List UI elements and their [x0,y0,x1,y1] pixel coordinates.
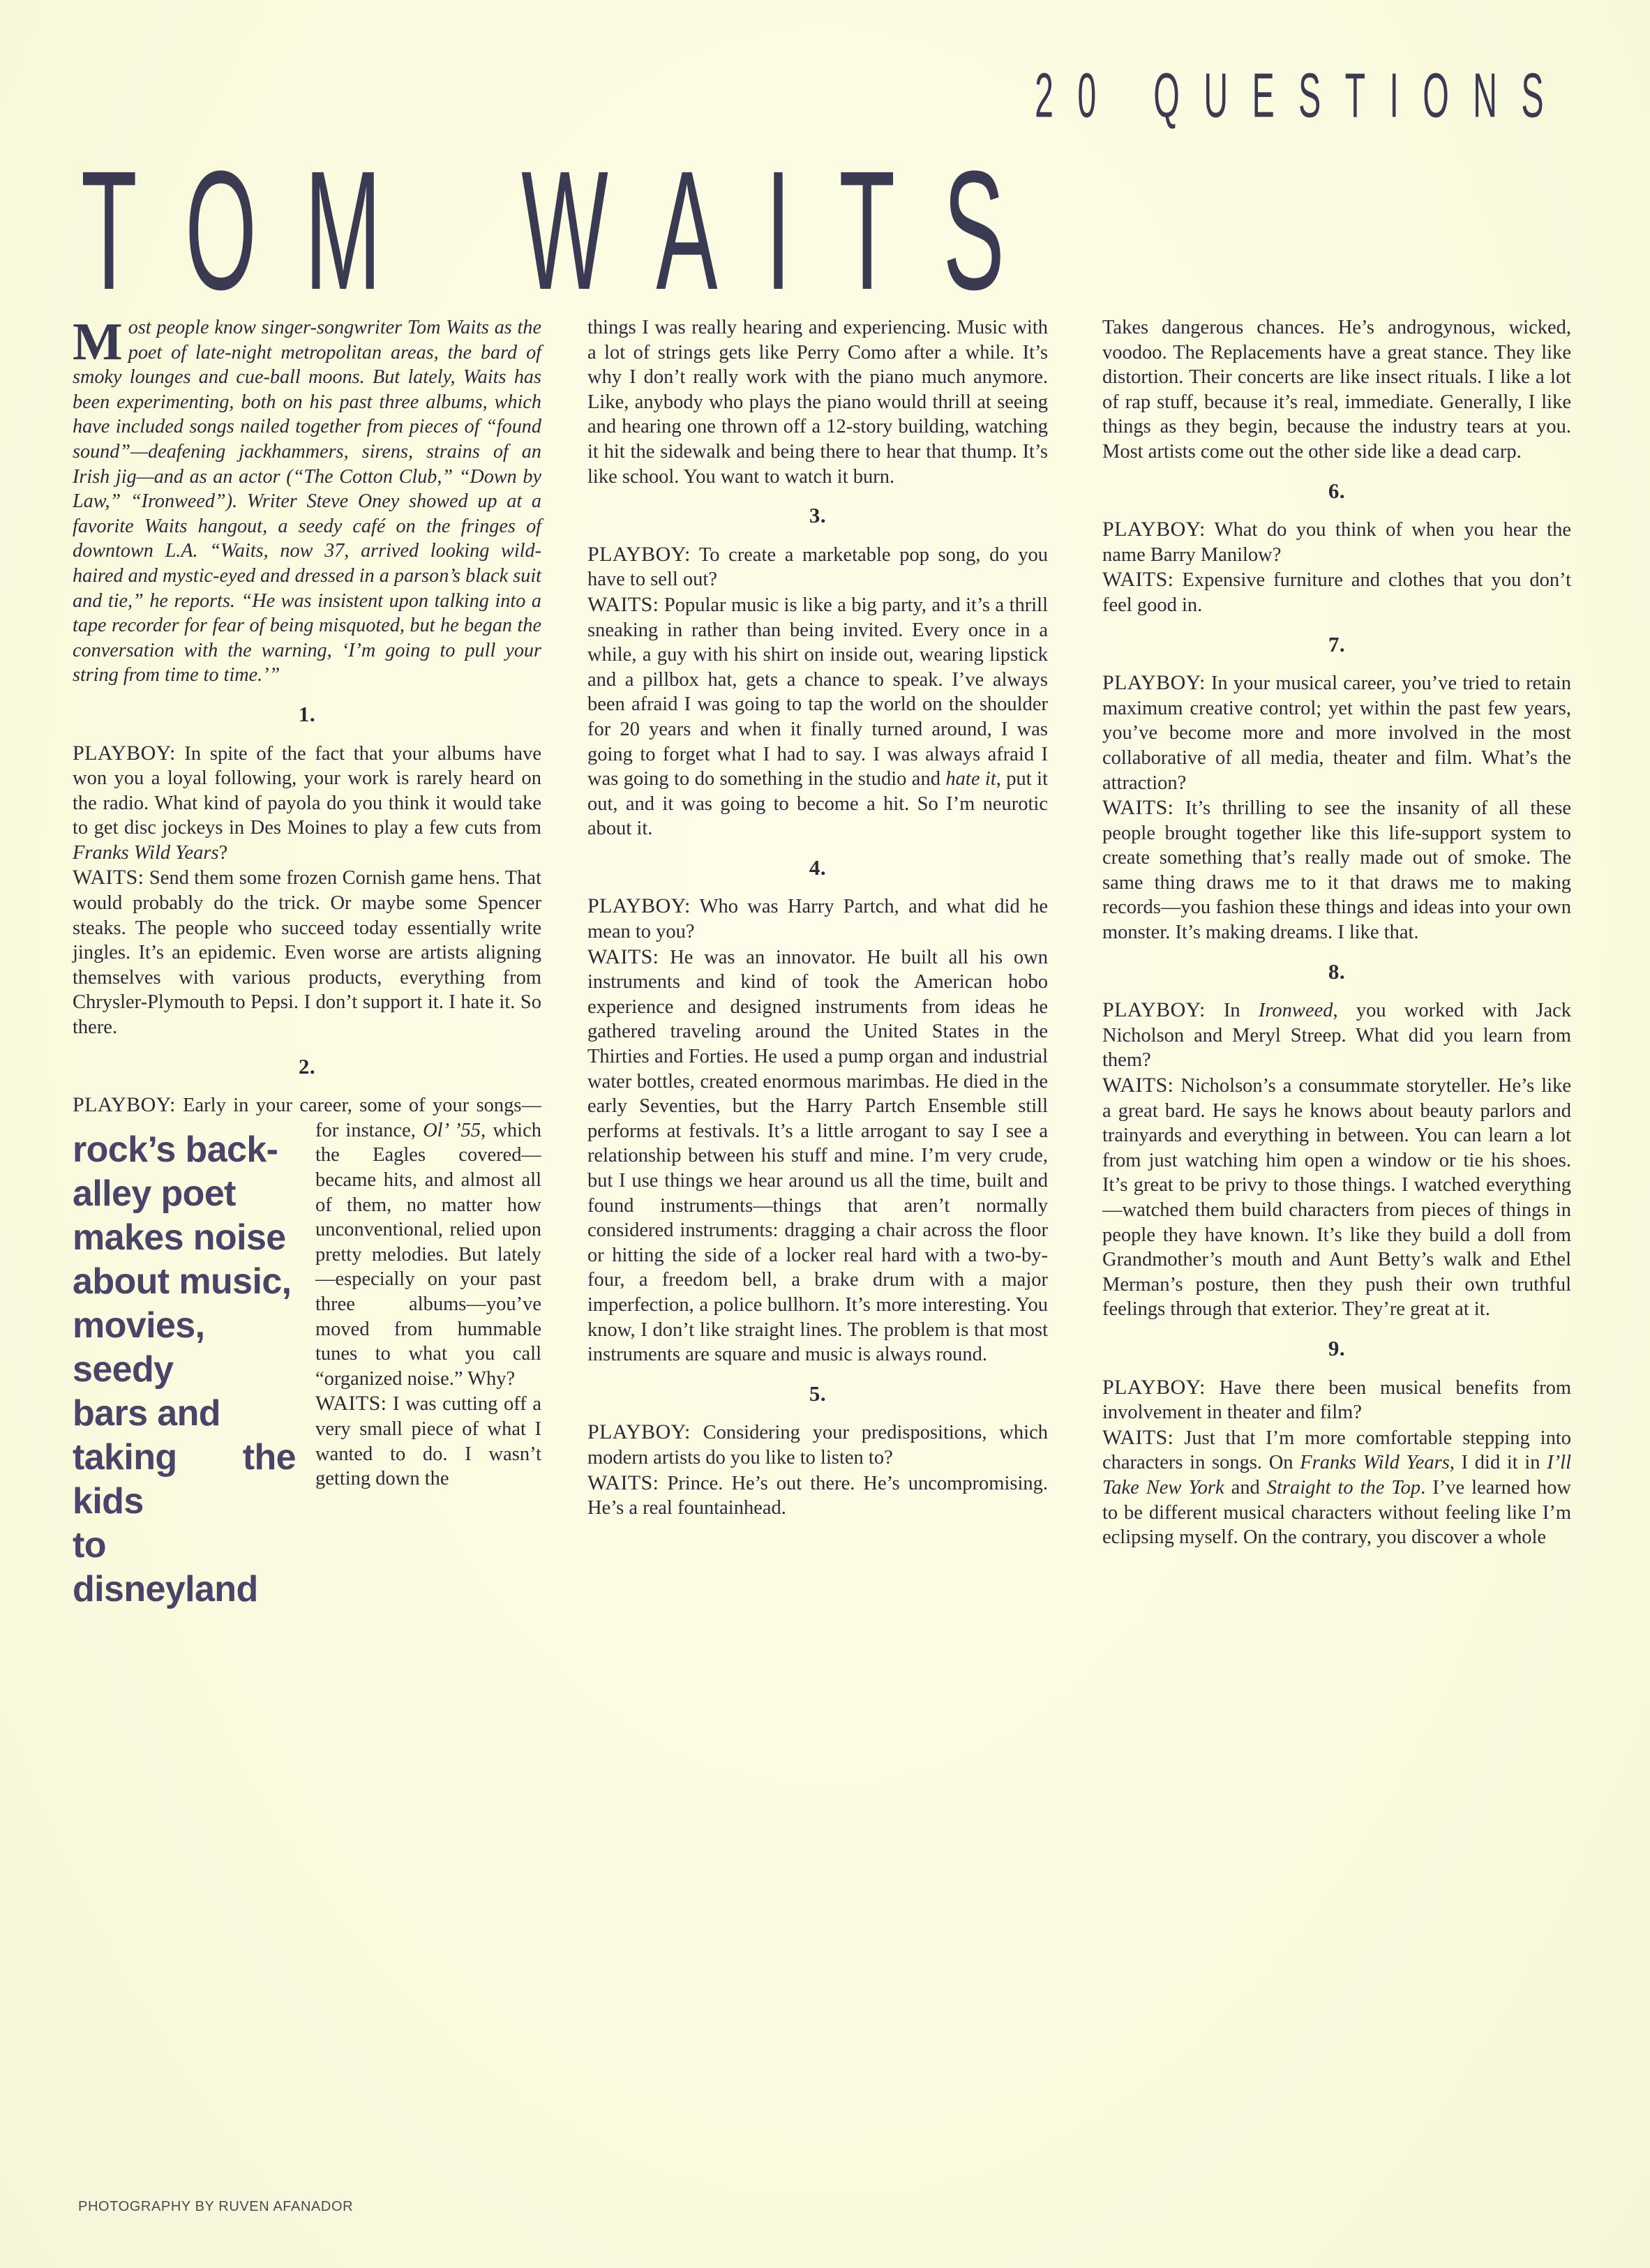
pull-quote-line: makes noise [73,1217,286,1258]
q1-text-pre: In spite of the fact that your albums have won you a loyal following, your work is rarely heard on the radio. What kind of payola do you think it would take to get disc jockeys in Des Moines to play a few cuts from [73,742,541,839]
q1-title: Franks Wild Years [73,841,219,864]
question-6-q [1102,517,1571,567]
question-number-1: 1. [298,701,316,726]
pull-quote [73,1128,296,1612]
question-4-a [587,945,1048,1367]
speaker-waits: WAITS: [587,592,659,616]
column-1 [73,315,541,2164]
q6-text: What do you think of when you hear the name Barry Manilow? [1102,519,1571,566]
a9-title-1: Franks Wild Years [1300,1452,1450,1474]
a9-title-3: Straight to the Top [1266,1476,1421,1499]
question-5-q [587,1420,1048,1470]
speaker-playboy: PLAYBOY: [587,542,691,566]
question-number-7: 7. [1328,631,1346,656]
speaker-waits: WAITS: [73,866,144,889]
speaker-waits: WAITS: [587,1471,659,1494]
a3-emph: hate it [945,768,996,790]
question-4-q [587,894,1048,944]
speaker-playboy: PLAYBOY: [587,1420,691,1444]
column-2-continuation: things I was really hearing and experiencing. Music with a lot of strings gets like Perry Como after a while. It’s why I don’t really work with the piano much anymore. Like, anybody who plays the piano would thrill at seeing and hearing one thrown off a 12-story building, watching it hit the sidewalk and being there to hear that thump. It’s like school. You want to watch it burn. [587,317,1048,488]
q1-text-post: ? [218,841,228,864]
question-9-q [1102,1375,1571,1425]
speaker-playboy: PLAYBOY: [1102,671,1206,695]
question-1-a [73,865,541,1039]
a7-text: It’s thrilling to see the insanity of all these people brought together like this life-support system to create something that’s really made out of smoke. The same thing draws me to it that draws me to making records—you fashion these things and ideas into your own monster. It’s making dreams. I like that. [1102,797,1571,944]
speaker-playboy: PLAYBOY: [73,1093,176,1117]
a3-text-pre: Popular music is like a big party, and it’s a thrill sneaking in rather than being invited. Every once in a while, a guy with his shirt on inside out, wearing lipstick and a pillbox hat, gets a chance to speak. I’ve always been afraid I was going to tap the world on the shoulder for 20 years and when it finally turned around, I was going to forget what I had to say. I was always afraid I was going to do something in the studio and [587,594,1048,790]
section-kicker: 20 QUESTIONS [1035,61,1568,131]
question-5-a [587,1471,1048,1521]
q7-text: In your musical career, you’ve tried to retain maximum creative control; yet within the past few years, you’ve become more and more involved in the most collaborative of all media, theater and film. What’s the attraction? [1102,673,1572,794]
speaker-waits: WAITS: [587,945,659,968]
q3-text: To create a marketable pop song, do you have to sell out? [587,543,1048,591]
a8-text: Nicholson’s a consummate storyteller. He’s like a great bard. He says he knows about beauty parlors and trainyards and everything in between. You can learn a lot from just watching him open a window or tie his shoes. It’s great to be privy to those things. I watched everything—watched them build characters from pieces of things in people they have known. It’s like they build a doll from Grandmother’s mouth and Aunt Betty’s walk and Ethel Merman’s posture, then they push their own truthful feelings through that exterior. They’re great at it. [1102,1075,1572,1321]
question-number-2: 2. [298,1053,316,1079]
pull-quote-line: bars and [73,1392,220,1434]
a2-text: I was cutting off a very small piece of what I wanted to do. I wasn’t getting down the [315,1393,541,1490]
speaker-waits: WAITS: [1102,796,1174,820]
speaker-waits: WAITS: [1102,568,1174,592]
q8-text-pre: In [1223,1000,1259,1022]
a4-text: He was an innovator. He built all his own instruments and kind of took the American hobo experience and designed instruments from ideas he gathered traveling around the United States in the Thirties and Forties. He used a pump organ and industrial water bottles, created enormous marimbas. He died in the early Seventies, but the Harry Partch Ensemble still performs at festivals. It’s a little arrogant to say I see a relationship between his stuff and mine. I’m very crude, but I use things we hear around us all the time, built and found instruments—things that aren’t normally considered instruments: dragging a chair across the floor or hitting the side of a locker real hard with a two-by-four, a freedom bell, a brake drum with a major imperfection, a police bullhorn. It’s more interesting. You know, I don’t like straight lines. The problem is that most instruments are square and music is always round. [587,946,1049,1366]
speaker-playboy: PLAYBOY: [1102,518,1206,541]
intro-paragraph [73,315,541,688]
a9-text-post: . I’ve learned how to be different musical characters without feeling like I’m eclipsing myself. On the contrary, you discover a whole [1102,1476,1571,1549]
speaker-playboy: PLAYBOY: [587,894,691,918]
question-6-a [1102,567,1571,617]
intro-text: ost people know singer-songwriter Tom Waits as the poet of late-night metropolitan areas, the bard of smoky lounges and cue-ball moons. But lately, Waits has been experimenting, both on his past three albums, which have included songs nailed together from pieces of “found sound”—deafening jackhammers, sirens, strains of an Irish jig—and as an actor (“The Cotton Club,” “Down by Law,” “Ironweed”). Writer Steve Oney showed up at a favorite Waits hangout, a seedy café on the fringes of downtown L.A. “Waits, now 37, arrived looking wild-haired and mystic-eyed and dressed in a parson’s black suit and tie,” he reports. “He was insistent upon talking into a tape recorder for fear of being misquoted, but he began the conversation with the warning, ‘I’m going to pull your string from time to time.’” [73,317,541,686]
question-8-a [1102,1073,1571,1322]
q2-text-pre: Early in your career, some of your songs—for instance, [183,1095,542,1141]
pull-quote-line: taking the kids [73,1436,296,1522]
question-number-6: 6. [1328,478,1346,503]
pull-quote-line: to disneyland [73,1524,258,1609]
a9-text-pre: Just that I’m more comfortable stepping into characters in songs. On [1102,1427,1571,1474]
column-2 [587,315,1048,2164]
pull-quote-block [73,1128,296,1612]
question-3-a [587,592,1048,841]
question-number-5: 5. [809,1381,827,1406]
question-number-3: 3. [809,503,827,528]
q2-text-post: , which the Eagles covered—became hits, and almost all of them, no matter how unconventional, relied upon pretty melodies. But lately—especially on your past three albums—you’ve moved from hummable tunes to what you call “organized noise.” Why? [315,1119,542,1390]
pull-quote-line: about music, [73,1261,292,1302]
question-8-q [1102,998,1571,1073]
drop-cap: M [73,313,123,371]
a9-title-2: I’ll Take New York [1102,1452,1572,1499]
q5-text: Considering your predispositions, which modern artists do you like to listen to? [587,1422,1048,1469]
question-7-q [1102,670,1571,795]
pull-quote-line: alley poet [73,1173,236,1214]
question-1-q [73,741,541,866]
a1-text: Send them some frozen Cornish game hens. That would probably do the trick. Or maybe some Spencer steaks. The people who succeed today essentially write jingles. It’s an epidemic. Even worse are artists aligning themselves with various products, everything from Chrysler-Plymouth to Pepsi. I don’t support it. I hate it. So there. [73,867,541,1039]
column-3 [1102,315,1571,2164]
q9-text: Have there been musical benefits from involvement in theater and film? [1102,1376,1571,1424]
question-number-9: 9. [1328,1335,1346,1360]
q8-title: Ironweed [1258,1000,1333,1022]
pull-quote-line: rock’s back- [73,1129,278,1170]
page-title: T O M W A I T S [81,135,1005,325]
q8-text-post: , you worked with Jack Nicholson and Meryl Streep. What did you learn from them? [1102,1000,1572,1072]
question-7-a [1102,795,1571,945]
pull-quote-line: movies, seedy [73,1305,205,1390]
a6-text: Expensive furniture and clothes that you don’t feel good in. [1102,569,1572,616]
photo-credit: PHOTOGRAPHY BY RUVEN AFANADOR [78,2199,354,2214]
a5-text: Prince. He’s out there. He’s uncompromising. He’s a real fountainhead. [587,1472,1049,1519]
q2-title: Ol’ ’55 [423,1119,481,1141]
speaker-playboy: PLAYBOY: [73,741,176,765]
q4-text: Who was Harry Partch, and what did he mean to you? [587,896,1048,943]
question-number-4: 4. [809,855,827,880]
question-9-a [1102,1425,1571,1550]
speaker-playboy: PLAYBOY: [1102,1375,1206,1399]
speaker-playboy: PLAYBOY: [1102,998,1206,1022]
article-columns [73,315,1571,2164]
a9-mid-1: , I did it in [1449,1452,1547,1474]
speaker-waits: WAITS: [315,1392,387,1415]
a3-text-post: , put it out, and it was going to become a hit. So I’m neurotic about it. [587,768,1049,840]
question-number-8: 8. [1328,959,1346,984]
question-3-q [587,542,1048,592]
column-3-continuation: Takes dangerous chances. He’s androgynous, wicked, voodoo. The Replacements have a great stance. They like distortion. Their concerts are like insect rituals. I like a lot of rap stuff, because it’s real, immediate. Generally, I like things as they begin, because the industry tears at you. Most artists come out the other side like a dead carp. [1102,317,1571,463]
speaker-waits: WAITS: [1102,1425,1174,1449]
speaker-waits: WAITS: [1102,1074,1174,1097]
a9-mid-2: and [1224,1476,1267,1499]
